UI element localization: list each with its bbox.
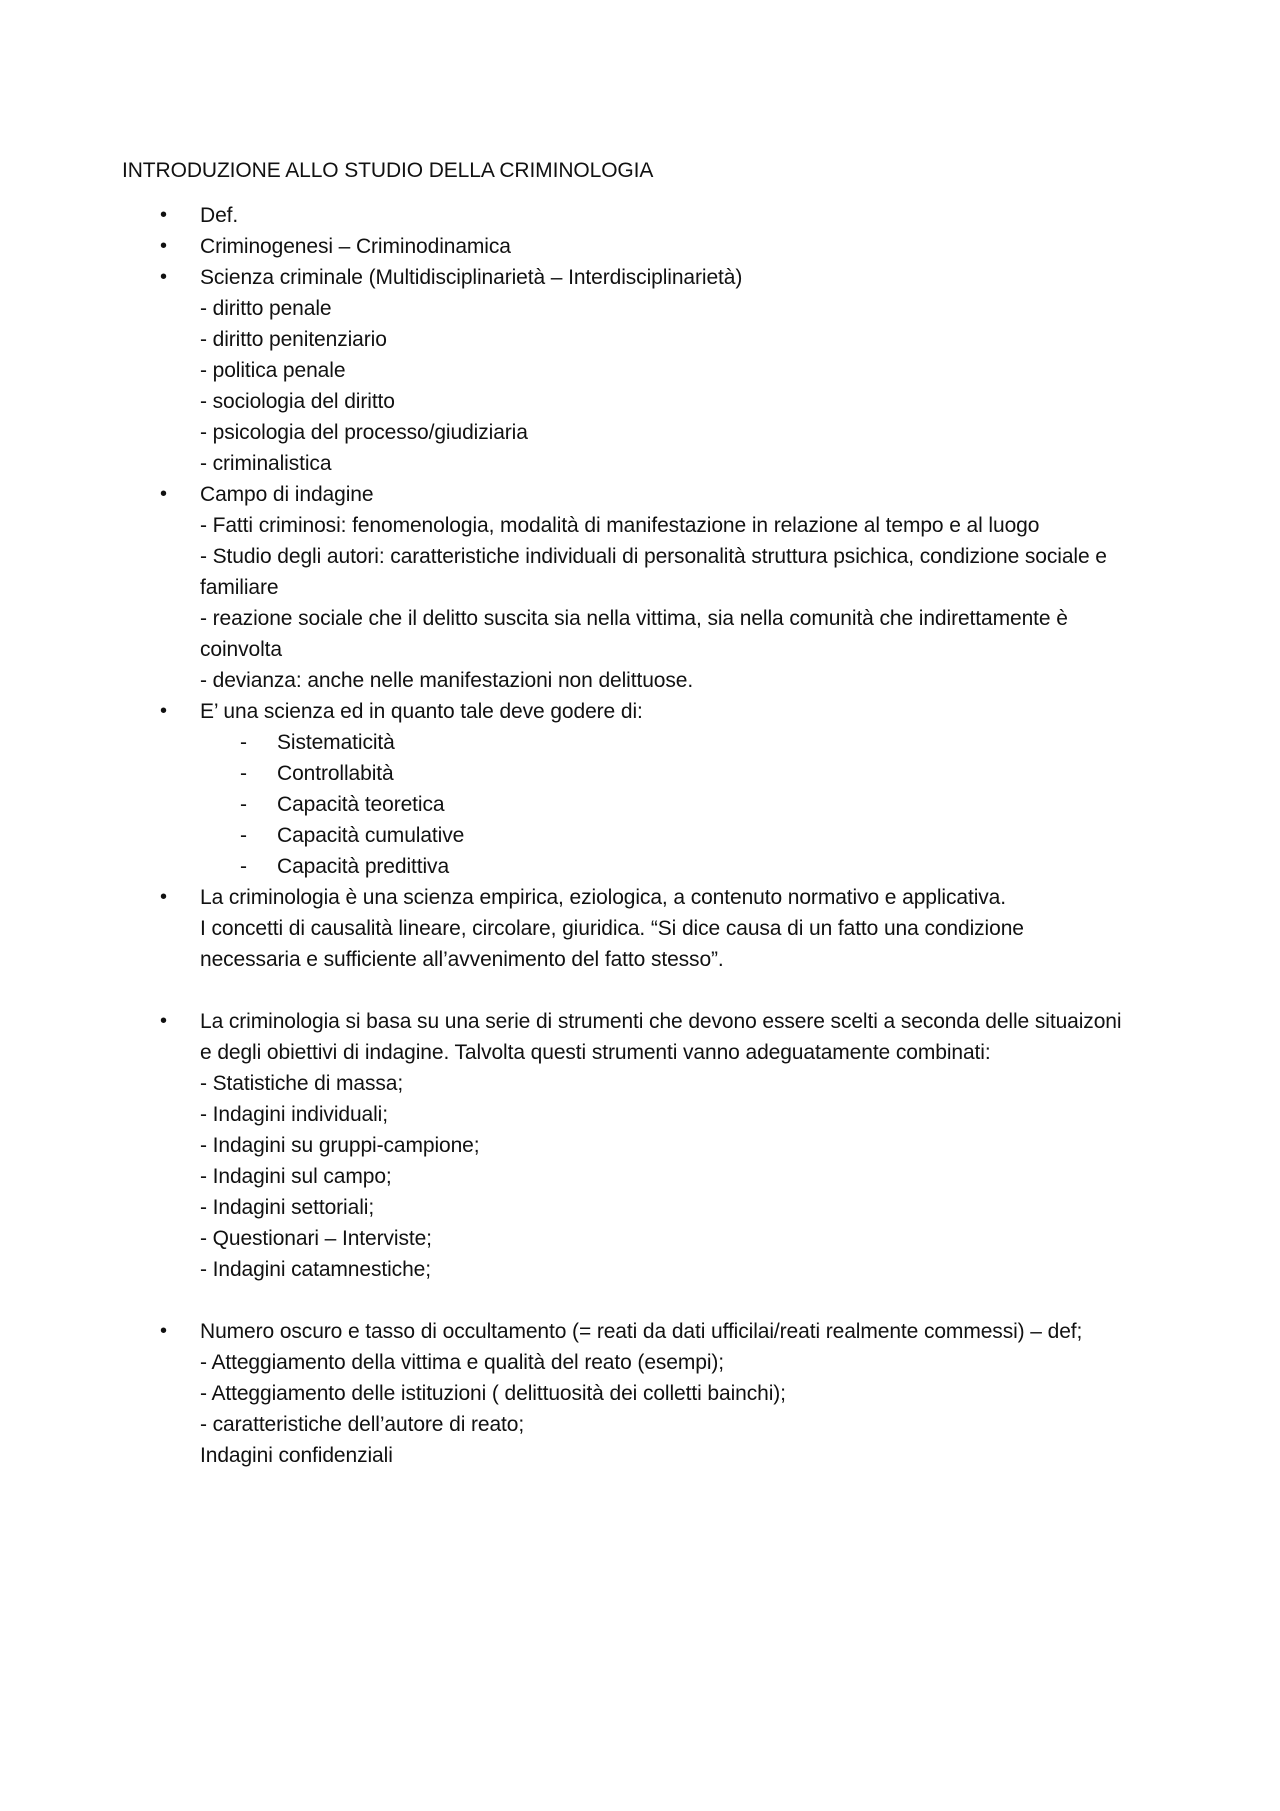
text-line: - politica penale: [200, 359, 346, 382]
text-line: - Fatti criminosi: fenomenologia, modalità di manifestazione in relazione al tempo e al luogo: [200, 514, 1040, 537]
bullet-icon: •: [160, 700, 167, 722]
text-line: - Statistiche di massa;: [200, 1072, 404, 1095]
text-line: Campo di indagine: [200, 483, 374, 506]
bullet-icon: •: [160, 1010, 167, 1032]
list-item-text: [200, 1316, 1180, 1471]
list-item-text: [200, 696, 1180, 727]
dash-icon: -: [240, 793, 247, 816]
sub-list-item: [200, 758, 1180, 789]
text-line: La criminologia si basa su una serie di strumenti che devono essere scelti a seconda delle situaizoni: [200, 1010, 1122, 1033]
text-line: - diritto penale: [200, 297, 332, 320]
bullet-icon: •: [160, 483, 167, 505]
bullet-icon: •: [160, 266, 167, 288]
list-item-text: [200, 262, 1180, 479]
text-line: - sociologia del diritto: [200, 390, 395, 413]
text-line: E’ una scienza ed in quanto tale deve godere di:: [200, 700, 643, 723]
bullet-icon: •: [160, 235, 167, 257]
sub-list-item: [200, 727, 1180, 758]
list-item: [0, 1316, 1280, 1471]
list-item: [0, 479, 1280, 696]
text-line: - criminalistica: [200, 452, 332, 475]
text-line: - Indagini su gruppi-campione;: [200, 1134, 480, 1157]
list-item: [0, 200, 1280, 231]
text-line: necessaria e sufficiente all’avvenimento del fatto stesso”.: [200, 948, 724, 971]
bullet-icon: •: [160, 886, 167, 908]
list-item-text: [200, 479, 1180, 696]
sub-list-item-label: Capacità predittiva: [277, 855, 450, 878]
text-line: I concetti di causalità lineare, circolare, giuridica. “Si dice causa di un fatto una condizione: [200, 917, 1024, 940]
list-item: [0, 1006, 1280, 1285]
sub-list-item-label: Capacità teoretica: [277, 793, 445, 816]
text-line: coinvolta: [200, 638, 282, 661]
list-item-text: [200, 231, 1180, 262]
text-line: - Indagini catamnestiche;: [200, 1258, 431, 1281]
text-line: La criminologia è una scienza empirica, eziologica, a contenuto normativo e applicativa.: [200, 886, 1006, 909]
text-line: Indagini confidenziali: [200, 1444, 393, 1467]
list-item: [0, 262, 1280, 479]
text-line: Def.: [200, 204, 239, 227]
text-line: - Indagini individuali;: [200, 1103, 388, 1126]
dash-icon: -: [240, 762, 247, 785]
text-line: e degli obiettivi di indagine. Talvolta questi strumenti vanno adeguatamente combinati:: [200, 1041, 991, 1064]
blank-line: [0, 975, 1280, 1006]
sub-list-item: [200, 789, 1180, 820]
blank-line: [0, 1285, 1280, 1316]
dash-icon: -: [240, 855, 247, 878]
text-line: - psicologia del processo/giudiziaria: [200, 421, 528, 444]
list-item: [0, 696, 1280, 882]
dash-icon: -: [240, 824, 247, 847]
text-line: - Indagini settoriali;: [200, 1196, 375, 1219]
sub-list-item: [200, 820, 1180, 851]
bullet-icon: •: [160, 204, 167, 226]
bullet-list: [0, 200, 1280, 1471]
sub-list-item-label: Controllabità: [277, 762, 394, 785]
text-line: - Questionari – Interviste;: [200, 1227, 432, 1250]
text-line: - Atteggiamento delle istituzioni ( delittuosità dei colletti bainchi);: [200, 1382, 786, 1405]
document-title: INTRODUZIONE ALLO STUDIO DELLA CRIMINOLOGIA: [122, 159, 654, 182]
text-line: - Indagini sul campo;: [200, 1165, 392, 1188]
dash-icon: -: [240, 731, 247, 754]
text-line: Criminogenesi – Criminodinamica: [200, 235, 511, 258]
sub-list-item: [200, 851, 1180, 882]
text-line: - diritto penitenziario: [200, 328, 387, 351]
sub-list-item-label: Sistematicità: [277, 731, 395, 754]
list-item-text: [200, 882, 1180, 975]
text-line: - reazione sociale che il delitto suscita sia nella vittima, sia nella comunità che indirettamente è: [200, 607, 1068, 630]
text-line: Scienza criminale (Multidisciplinarietà – Interdisciplinarietà): [200, 266, 743, 289]
text-line: familiare: [200, 576, 279, 599]
text-line: - devianza: anche nelle manifestazioni non delittuose.: [200, 669, 694, 692]
list-item-text: [200, 1006, 1180, 1285]
text-line: Numero oscuro e tasso di occultamento (= reati da dati ufficilai/reati realmente commessi) – def;: [200, 1320, 1083, 1343]
sub-list: [200, 727, 1180, 882]
list-item: [0, 882, 1280, 975]
text-line: - Studio degli autori: caratteristiche individuali di personalità struttura psichica, condizione sociale e: [200, 545, 1107, 568]
list-item: [0, 231, 1280, 262]
text-line: - Atteggiamento della vittima e qualità del reato (esempi);: [200, 1351, 725, 1374]
sub-list-item-label: Capacità cumulative: [277, 824, 465, 847]
list-item-text: [200, 200, 1180, 231]
text-line: - caratteristiche dell’autore di reato;: [200, 1413, 525, 1436]
bullet-icon: •: [160, 1320, 167, 1342]
